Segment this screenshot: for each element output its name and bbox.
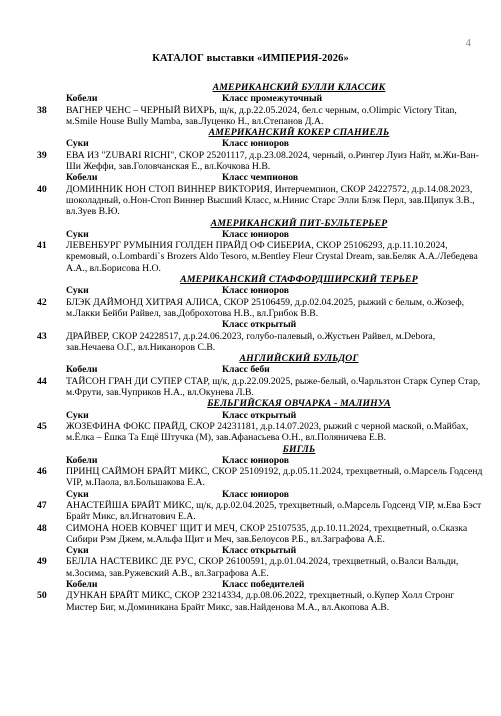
sex-label: Кобели bbox=[66, 93, 98, 105]
class-header-row bbox=[64, 93, 484, 104]
entry-number: 47 bbox=[37, 499, 47, 511]
dog-entry bbox=[37, 375, 484, 399]
entry-number: 42 bbox=[37, 296, 47, 308]
dog-entry bbox=[37, 522, 484, 546]
class-header-row bbox=[64, 455, 484, 466]
class-header-row bbox=[64, 579, 484, 590]
entry-text: ЖОЗЕФИНА ФОКС ПРАЙД, СКОР 24231181, д.р.14.07.2023, рыжий с черной маской, о.Майбах, м.Ёлка – Ёшка Та Ещё Штучка (М), зав.Афанасьева О.Н., вл.Поляничева Е.В. bbox=[66, 420, 469, 444]
dog-entry bbox=[37, 149, 484, 173]
entry-number: 40 bbox=[37, 183, 47, 195]
dog-entry bbox=[37, 420, 484, 444]
entry-number: 39 bbox=[37, 149, 47, 161]
entry-text: ДОМИННИК НОН СТОП ВИННЕР ВИКТОРИЯ, Интерчемпион, СКОР 24227572, д.р.14.08.2023, шоколадный, о.Нон-Стоп Виннер Высший Класс, м.Нинис Старс Элли Блэк Перл, зав.Щипук З.В., вл.Зуев В.Ю. bbox=[66, 183, 475, 218]
class-header-row bbox=[64, 364, 484, 375]
dog-entry bbox=[37, 556, 484, 579]
class-header-row bbox=[64, 229, 484, 240]
entry-number: 50 bbox=[37, 590, 47, 602]
class-label: Класс промежуточный bbox=[222, 93, 323, 105]
dog-entry bbox=[37, 240, 484, 274]
breed-heading: АМЕРИКАНСКИЙ СТАФФОРДШИРСКИЙ ТЕРЬЕР bbox=[180, 274, 418, 286]
sex-label: Кобели bbox=[66, 172, 98, 184]
class-label: Класс юниоров bbox=[222, 454, 289, 466]
class-label: Класс юниоров bbox=[222, 285, 289, 297]
dog-entry bbox=[37, 104, 484, 128]
sex-label: Суки bbox=[66, 488, 89, 500]
entry-text: АНАСТЕЙША БРАЙТ МИКС, щ/к, д.р.02.04.2025, трехцветный, о.Марсель Годсенд VIP, м.Ева Бэст Брайт Микс, вл.Игнатович Е.А. bbox=[66, 499, 482, 523]
catalog-content bbox=[37, 82, 484, 613]
breed-heading: БЕЛЬГИЙСКАЯ ОВЧАРКА - МАЛИНУА bbox=[207, 398, 391, 410]
class-header-row bbox=[64, 410, 484, 421]
page-number: 4 bbox=[465, 37, 471, 49]
entry-text: ЛЕВЕНБУРГ РУМЫНИЯ ГОЛДЕН ПРАЙД ОФ СИБЕРИА, СКОР 25106293, д.р.11.10.2024, кремовый, о.Lombardi`s Brozers Aldo Tesoro, м.Bentley Fleur Crystal Dream, зав.Беляк А.А./Лебедева А.А., вл.Борисова Н.О. bbox=[66, 240, 478, 274]
entry-text: ПРИНЦ САЙМОН БРАЙТ МИКС, СКОР 25109192, д.р.05.11.2024, трехцветный, о.Марсель Годсенд VIP, м.Паола, вл.Большакова Е.А. bbox=[66, 466, 483, 489]
class-header-row bbox=[64, 489, 484, 500]
class-label: Класс открытый bbox=[222, 409, 297, 421]
sex-label: Суки bbox=[66, 409, 89, 421]
class-label: Класс юниоров bbox=[222, 228, 289, 240]
entry-text: БЕЛЛА НАСТЕВИКС ДЕ РУС, СКОР 26100591, д.р.01.04.2024, трехцветный, о.Валси Вальди, м.Зосима, зав.Ружевский А.В., вл.Заграфова А.Е. bbox=[66, 556, 459, 579]
class-label: Класс беби bbox=[222, 364, 270, 376]
class-label: Класс открытый bbox=[222, 545, 297, 557]
dog-entry bbox=[37, 499, 484, 523]
class-label: Класс победителей bbox=[222, 579, 305, 591]
entry-number: 44 bbox=[37, 375, 47, 387]
entry-number: 41 bbox=[37, 240, 47, 252]
entry-text: БЛЭК ДАЙМОНД ХИТРАЯ АЛИСА, СКОР 25106459, д.р.02.04.2025, рыжий с белым, о.Жозеф, м.Лакки Бейби Райвел, зав.Доброхотова Н.В., вл.Грибок В.В. bbox=[66, 296, 465, 319]
class-header-row bbox=[64, 545, 484, 556]
breed-heading: АНГЛИЙСКИЙ БУЛЬДОГ bbox=[239, 353, 359, 365]
entry-text: ЕВА ИЗ "ZUBARI RICHI", СКОР 25201117, д.р.23.08.2024, черный, о.Рингер Луиз Найт, м.Жи-Ван-Ши Жеффи, зав.Головчанская Е., вл.Кочкова Н.В. bbox=[66, 149, 479, 173]
entry-text: ДУНКАН БРАЙТ МИКС, СКОР 23214334, д.р.08.06.2022, трехцветный, о.Купер Холл Стронг Мистер Биг, м.Доминикана Брайт Микс, зав.Найденова М.А., вл.Акопова А.В. bbox=[66, 590, 455, 613]
entry-text: ВАГНЕР ЧЕНС – ЧЕРНЫЙ ВИХРЬ, щ/к, д.р.22.05.2024, бел.с черным, о.Olimpic Victory Titan, м.Smile House Bully Mamba, зав.Луценко Н., вл.Степанов Д.А. bbox=[66, 104, 457, 127]
dog-entry bbox=[37, 330, 484, 354]
entry-text: ДРАЙВЕР, СКОР 24228517, д.р.24.06.2023, голубо-палевый, о.Жустьен Райвел, м.Debora, зав.Нечаева О.Г., вл.Никаноров С.В. bbox=[66, 330, 436, 353]
entry-number: 45 bbox=[37, 420, 47, 432]
sex-label bbox=[64, 319, 92, 330]
sex-label: Суки bbox=[66, 545, 89, 557]
sex-label: Суки bbox=[66, 228, 89, 240]
entry-number: 46 bbox=[37, 466, 47, 478]
catalog-title: КАТАЛОГ выставки «ИМПЕРИЯ-2026» bbox=[152, 53, 349, 64]
class-label: Класс чемпионов bbox=[222, 172, 299, 184]
breed-heading: БИГЛЬ bbox=[282, 443, 316, 455]
entry-number: 43 bbox=[37, 330, 47, 342]
entry-text: ТАЙСОН ГРАН ДИ СУПЕР СТАР, щ/к, д.р.22.09.2025, рыже-белый, о.Чарльзтон Старк Супер Стар, м.Фрути, зав.Чуприков Н.А., вл.Окунева Л.В. bbox=[66, 375, 481, 399]
entry-text: СИМОНА НОЕВ КОВЧЕГ ЩИТ И МЕЧ, СКОР 25107535, д.р.10.11.2024, трехцветный, о.Сказка Сибири Рэм Джем, м.Альфа Щит и Меч, зав.Белоусов Р.Б., вл.Заграфова А.Е. bbox=[66, 522, 468, 545]
class-header-row bbox=[64, 172, 484, 183]
class-label: Класс юниоров bbox=[222, 138, 289, 150]
sex-label: Кобели bbox=[66, 579, 98, 591]
sex-label: Кобели bbox=[66, 454, 98, 466]
sex-label: Суки bbox=[66, 285, 89, 297]
entry-number: 38 bbox=[37, 104, 47, 116]
breed-heading: АМЕРИКАНСКИЙ ПИТ-БУЛЬТЕРЬЕР bbox=[210, 217, 388, 229]
breed-heading: АМЕРИКАНСКИЙ КОКЕР СПАНИЕЛЬ bbox=[208, 127, 390, 139]
entry-number: 48 bbox=[37, 522, 47, 534]
dog-entry bbox=[37, 466, 484, 489]
sex-label: Кобели bbox=[66, 364, 98, 376]
dog-entry bbox=[37, 183, 484, 218]
class-header-row bbox=[64, 319, 484, 330]
dog-entry bbox=[37, 590, 484, 613]
dog-entry bbox=[37, 296, 484, 320]
entry-number: 49 bbox=[37, 556, 47, 568]
class-label: Класс открытый bbox=[222, 319, 297, 331]
sex-label: Суки bbox=[66, 138, 89, 150]
breed-heading: АМЕРИКАНСКИЙ БУЛЛИ КЛАССИК bbox=[212, 82, 386, 93]
class-label: Класс юниоров bbox=[222, 488, 289, 500]
class-header-row bbox=[64, 138, 484, 149]
class-header-row bbox=[64, 285, 484, 296]
